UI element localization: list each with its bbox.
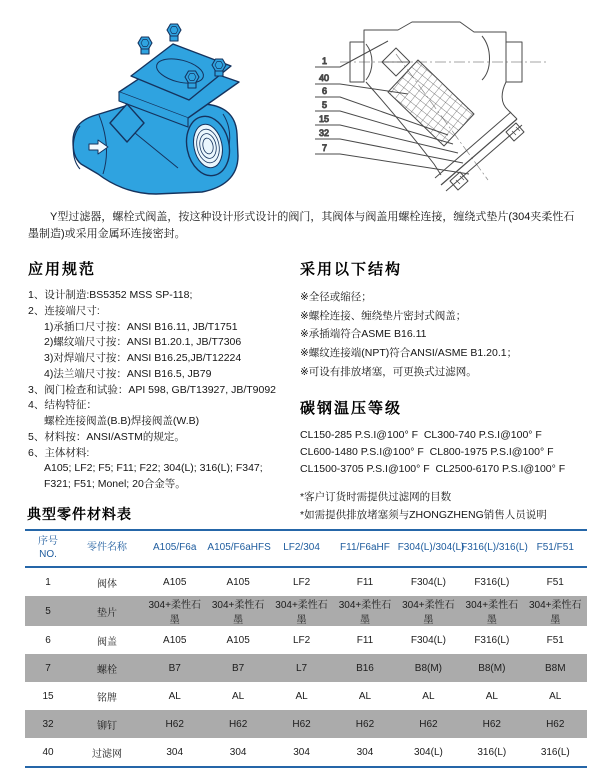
cell-material: 304+柔性石墨: [338, 600, 392, 626]
cell-material: LF2: [292, 634, 311, 646]
cell-no: 40: [42, 746, 54, 758]
spec-item: 螺栓连接阀盖(B.B)焊接阀盖(W.B): [44, 415, 200, 427]
pressure-note: *如需提供排放堵塞须与ZHONGZHENG销售人员说明: [300, 508, 547, 521]
cell-material: AL: [358, 690, 372, 702]
spec-item: 3)对焊端尺寸按：ANSI B16.25,JB/T12224: [44, 352, 242, 364]
column-header-part-name: 零件名称: [87, 542, 127, 554]
structure-item: ※可设有排放堵塞，可更换式过滤网。: [300, 365, 477, 378]
callout-7: 7: [322, 143, 328, 153]
cell-no: 1: [45, 576, 51, 588]
cell-material: 304+柔性石墨: [211, 600, 265, 626]
application-spec-section: [28, 258, 298, 493]
column-header-material: A105/F6a: [153, 542, 197, 554]
cell-material: A105: [163, 634, 187, 646]
table-row: [25, 738, 587, 767]
callout-1: 1: [322, 56, 328, 66]
cell-part-name: 螺栓: [97, 664, 117, 676]
table-row: [25, 682, 587, 710]
cell-part-name: 过滤网: [92, 748, 122, 760]
cell-material: LF2: [292, 576, 311, 588]
cell-part-name: 铭牌: [97, 692, 117, 704]
cell-part-name: 铆钉: [97, 720, 117, 732]
drawing-strainer-mesh: [388, 60, 474, 146]
cell-material: 304: [293, 746, 310, 758]
column-header-material: F316(L)/316(L): [461, 542, 528, 554]
cell-material: 304+柔性石墨: [275, 600, 328, 626]
structure-item: ※螺纹连接端(NPT)符合ANSI/ASME B1.20.1；: [300, 347, 518, 360]
cell-material: 304: [356, 746, 374, 758]
cell-material: AL: [549, 690, 562, 702]
structure-item: ※承插端符合ASME B16.11: [300, 328, 427, 341]
cell-material: 304+柔性石墨: [148, 600, 201, 626]
callout-5: 5: [322, 100, 328, 110]
cell-material: 304+柔性石墨: [529, 600, 582, 626]
column-header-material: LF2/304: [283, 542, 320, 554]
spec-item: 2、连接端尺寸:: [28, 304, 100, 317]
cell-no: 7: [45, 662, 51, 674]
structure-list: [300, 288, 588, 381]
material-table-title: 典型零件材料表: [27, 506, 132, 522]
column-header-material: A105/F6aHFS: [207, 542, 271, 554]
table-row: [25, 567, 587, 596]
cell-material: AL: [168, 690, 181, 702]
cell-material: B7: [232, 662, 245, 674]
spec-item: 5、材料按：ANSI/ASTM的规定。: [28, 430, 185, 443]
cell-material: AL: [422, 690, 435, 702]
column-header-no-cn: 序号: [38, 536, 58, 547]
cell-material: F316(L): [474, 634, 510, 646]
app-spec-list: [28, 288, 298, 493]
pressure-note: *客户订货时需提供过滤网的目数: [300, 490, 452, 503]
cell-material: 304: [229, 746, 247, 758]
material-table: [25, 529, 587, 768]
cell-material: F304(L): [410, 576, 446, 588]
cell-material: F51: [546, 576, 564, 588]
pressure-rating-line: CL1500-3705 P.S.I@100° F CL2500-6170 P.S.I@100° F: [300, 463, 566, 476]
strainer-illustration: [55, 16, 305, 198]
cell-material: 304: [166, 746, 184, 758]
cell-material: 304+柔性石墨: [465, 600, 519, 626]
spec-item: 4、结构特征：: [28, 399, 97, 412]
cell-no: 6: [45, 634, 51, 646]
callout-40: 40: [319, 73, 330, 83]
cell-material: B8(M): [478, 662, 506, 674]
pressure-lines: [300, 427, 588, 477]
structure-section: [300, 258, 588, 525]
cell-material: B8M: [544, 662, 566, 674]
cell-material: L7: [295, 662, 308, 674]
cell-material: B16: [356, 662, 374, 674]
column-header-no-en: NO.: [39, 548, 57, 560]
cell-material: H62: [228, 718, 248, 730]
pressure-rating-line: CL150-285 P.S.I@100° F CL300-740 P.S.I@100° F: [300, 429, 542, 442]
cell-no: 5: [45, 605, 51, 617]
cell-material: B7: [168, 662, 181, 674]
cell-no: 15: [42, 690, 54, 702]
callout-6: 6: [322, 86, 328, 96]
cell-material: F316(L): [474, 576, 510, 588]
callout-32: 32: [319, 128, 330, 138]
cell-part-name: 阀体: [97, 578, 117, 590]
cell-part-name: 阀盖: [97, 636, 117, 648]
spec-item: F321; F51; Monel; 20合金等。: [44, 478, 186, 490]
cell-material: H62: [292, 718, 311, 730]
column-header-material: F51/F51: [536, 542, 574, 554]
column-header-material: F304(L)/304(L): [397, 542, 465, 554]
material-table-body: [25, 567, 587, 767]
cell-part-name: 垫片: [97, 607, 117, 619]
spec-item: 6、主体材料:: [28, 446, 90, 459]
structure-item: ※全径或缩径；: [300, 291, 372, 303]
cell-material: H62: [355, 718, 375, 730]
cell-material: AL: [232, 690, 245, 702]
cell-material: H62: [419, 718, 438, 730]
cell-material: F51: [546, 634, 564, 646]
spec-item: 1)承插口尺寸按：ANSI B16.11, JB/T1751: [44, 320, 238, 333]
spec-item: 1、设计制造:BS5352 MSS SP-118;: [28, 289, 193, 301]
cell-material: 316(L): [477, 746, 507, 758]
spec-item: 3、阀门检查和试验：API 598, GB/T13927, JB/T9092: [28, 383, 277, 396]
table-row: [25, 710, 587, 738]
application-spec-heading: 应用规范: [28, 261, 97, 278]
spec-item: 2)螺纹端尺寸按：ANSI B1.20.1, JB/T7306: [44, 336, 242, 349]
strainer-section-drawing: [310, 14, 595, 206]
cell-material: A105: [226, 576, 250, 588]
cell-material: F11: [356, 634, 374, 646]
intro-paragraph: Y型过滤器，螺栓式阀盖，按这种设计形式设计的阀门，其阀体与阀盖用螺栓连接，缠绕式垫片(304夹柔性石墨制造)或采用金属环连接密封。: [28, 211, 575, 241]
cell-material: F304(L): [410, 634, 446, 646]
pressure-rating-line: CL600-1480 P.S.I@100° F CL800-1975 P.S.I@100° F: [300, 446, 554, 459]
cell-material: A105: [226, 634, 250, 646]
cell-material: 304+柔性石墨: [402, 600, 455, 626]
spec-item: A105; LF2; F5; F11; F22; 304(L); 316(L); F347;: [44, 462, 263, 475]
material-table-section: [25, 504, 587, 768]
callout-15: 15: [319, 114, 330, 124]
cell-material: B8(M): [414, 662, 443, 674]
cell-material: H62: [482, 718, 501, 730]
cell-material: H62: [546, 718, 565, 730]
material-table-header-row: [25, 530, 587, 567]
cell-material: H62: [165, 718, 184, 730]
structure-item: ※螺栓连接、缠绕垫片密封式阀盖；: [300, 309, 467, 322]
pressure-heading: 碳钢温压等级: [300, 400, 403, 418]
column-header-no: [25, 530, 71, 567]
cell-material: AL: [485, 690, 498, 702]
table-row: [25, 654, 587, 682]
cell-material: 304(L): [413, 746, 443, 758]
cell-no: 32: [42, 718, 54, 730]
cell-material: 316(L): [540, 746, 570, 758]
spec-item: 4)法兰端尺寸按：ANSI B16.5, JB79: [44, 367, 212, 380]
table-row: [25, 596, 587, 626]
cell-material: AL: [295, 690, 308, 702]
cell-material: F11: [356, 576, 374, 588]
column-header-material: F11/F6aHF: [340, 542, 390, 554]
cell-material: A105: [163, 576, 187, 588]
table-row: [25, 626, 587, 654]
structure-heading: 采用以下结构: [300, 261, 403, 278]
